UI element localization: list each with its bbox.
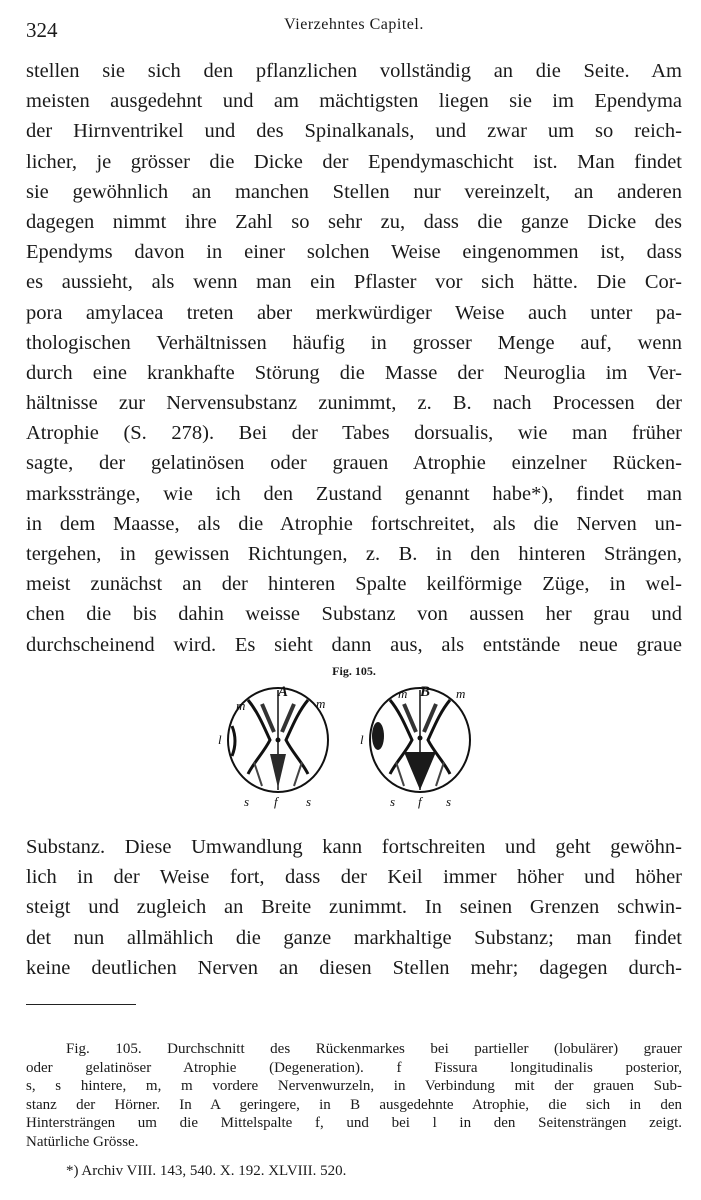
label-b: B xyxy=(420,684,431,700)
spinal-cord-cross-sections xyxy=(214,682,494,812)
text-line: meisten ausgedehnt und am mächtigsten liegen sie im Ependyma xyxy=(26,90,682,113)
label-a: A xyxy=(278,684,289,700)
text-line: es aussieht, als wenn man ein Pflaster vor sich hätte. Die Cor- xyxy=(26,271,682,294)
label-m-right-b: m xyxy=(456,686,466,701)
label-f-b: f xyxy=(418,794,422,809)
text-line: pora amylacea treten aber merkwürdiger Weise auch unter pa- xyxy=(26,301,682,324)
figure-caption xyxy=(26,1040,682,1152)
text-line: der Hirnventrikel und des Spinalkanals, und zwar um so reich- xyxy=(26,120,682,143)
cross-section-b xyxy=(370,688,470,792)
footnote xyxy=(26,1162,682,1181)
text-line: keine deutlichen Nerven an diesen Stellen mehr; dagegen durch- xyxy=(26,956,682,979)
paragraph-2 xyxy=(26,832,682,983)
caption-line: Natürliche Grösse. xyxy=(26,1133,139,1150)
label-s-right-a: s xyxy=(306,794,312,809)
text-line: thologischen Verhältnissen häufig in grosser Menge auf, wenn xyxy=(26,331,682,354)
text-line: marksstränge, wie ich den Zustand genannt habe*), findet man xyxy=(26,482,682,505)
label-s-left-b: s xyxy=(390,794,396,809)
label-l-a: l xyxy=(218,732,222,747)
label-m-left-a: m xyxy=(236,698,246,713)
label-m-right-a: m xyxy=(316,696,326,711)
text-line: meist zunächst an der hinteren Spalte keilförmige Züge, in wel- xyxy=(26,573,682,596)
label-s-left-a: s xyxy=(244,794,250,809)
text-line: Substanz. Diese Umwandlung kann fortschreiten und geht gewöhn- xyxy=(26,836,682,858)
page-header xyxy=(26,14,682,44)
caption-line: Fig. 105. Durchschnitt des Rückenmarkes bei partieller (lobulärer) grauer xyxy=(66,1041,682,1057)
page-number: 324 xyxy=(26,18,58,42)
label-m-left-b: m xyxy=(398,686,408,701)
footnote-text: *) Archiv VIII. 143, 540. X. 192. XLVIII. 520. xyxy=(66,1163,347,1179)
text-line: Ependyms davon in einer solchen Weise eingenommen ist, dass xyxy=(26,241,682,264)
running-head: Vierzehntes Capitel. xyxy=(284,16,424,33)
text-line: in dem Maasse, als die Atrophie fortschreitet, als die Nerven un- xyxy=(26,512,682,535)
label-f-a: f xyxy=(274,794,278,809)
figure-title: Fig. 105. xyxy=(332,664,376,678)
text-line: stellen sie sich den pflanzlichen vollständig an die Seite. Am xyxy=(26,60,682,82)
caption-line: s, s hintere, m, m vordere Nervenwurzeln, in Verbindung mit der grauen Sub- xyxy=(26,1078,682,1095)
figure-105 xyxy=(214,664,494,814)
label-s-right-b: s xyxy=(446,794,452,809)
text-line: Atrophie (S. 278). Bei der Tabes dorsualis, wie man früher xyxy=(26,422,682,445)
text-line: lich in der Weise fort, dass der Keil immer höher und höher xyxy=(26,866,682,889)
paragraph-1 xyxy=(26,56,682,660)
footnote-rule xyxy=(26,1004,136,1005)
text-line: licher, je grösser die Dicke der Ependymaschicht ist. Man findet xyxy=(26,150,682,173)
text-line: hältnisse zur Nervensubstanz zunimmt, z. B. nach Processen der xyxy=(26,392,682,415)
text-line: chen die bis dahin weisse Substanz von aussen her grau und xyxy=(26,603,682,626)
label-l-b: l xyxy=(360,732,364,747)
text-line: durch eine krankhafte Störung die Masse der Neuroglia im Ver- xyxy=(26,361,682,384)
text-line: dagegen nimmt ihre Zahl so sehr zu, dass die ganze Dicke des xyxy=(26,210,682,233)
text-line: sagte, der gelatinösen oder grauen Atrophie einzelner Rücken- xyxy=(26,452,682,475)
caption-line: oder gelatinöser Atrophie (Degeneration). f Fissura longitudinalis posterior, xyxy=(26,1059,682,1076)
caption-line: stanz der Hörner. In A geringere, in B ausgedehnte Atrophie, die sich in den xyxy=(26,1096,682,1113)
text-line: durchscheinend wird. Es sieht dann aus, als entstände neue graue xyxy=(26,633,682,656)
text-line: sie gewöhnlich an manchen Stellen nur vereinzelt, an anderen xyxy=(26,180,682,203)
text-line: steigt und zugleich an Breite zunimmt. In seinen Grenzen schwin- xyxy=(26,896,682,919)
caption-line: Hintersträngen um die Mittelspalte f, und bei l in den Seitensträngen zeigt. xyxy=(26,1115,682,1132)
text-line: tergehen, in gewissen Richtungen, z. B. in den hinteren Strängen, xyxy=(26,543,682,565)
text-line: det nun allmählich die ganze markhaltige Substanz; man findet xyxy=(26,926,682,949)
